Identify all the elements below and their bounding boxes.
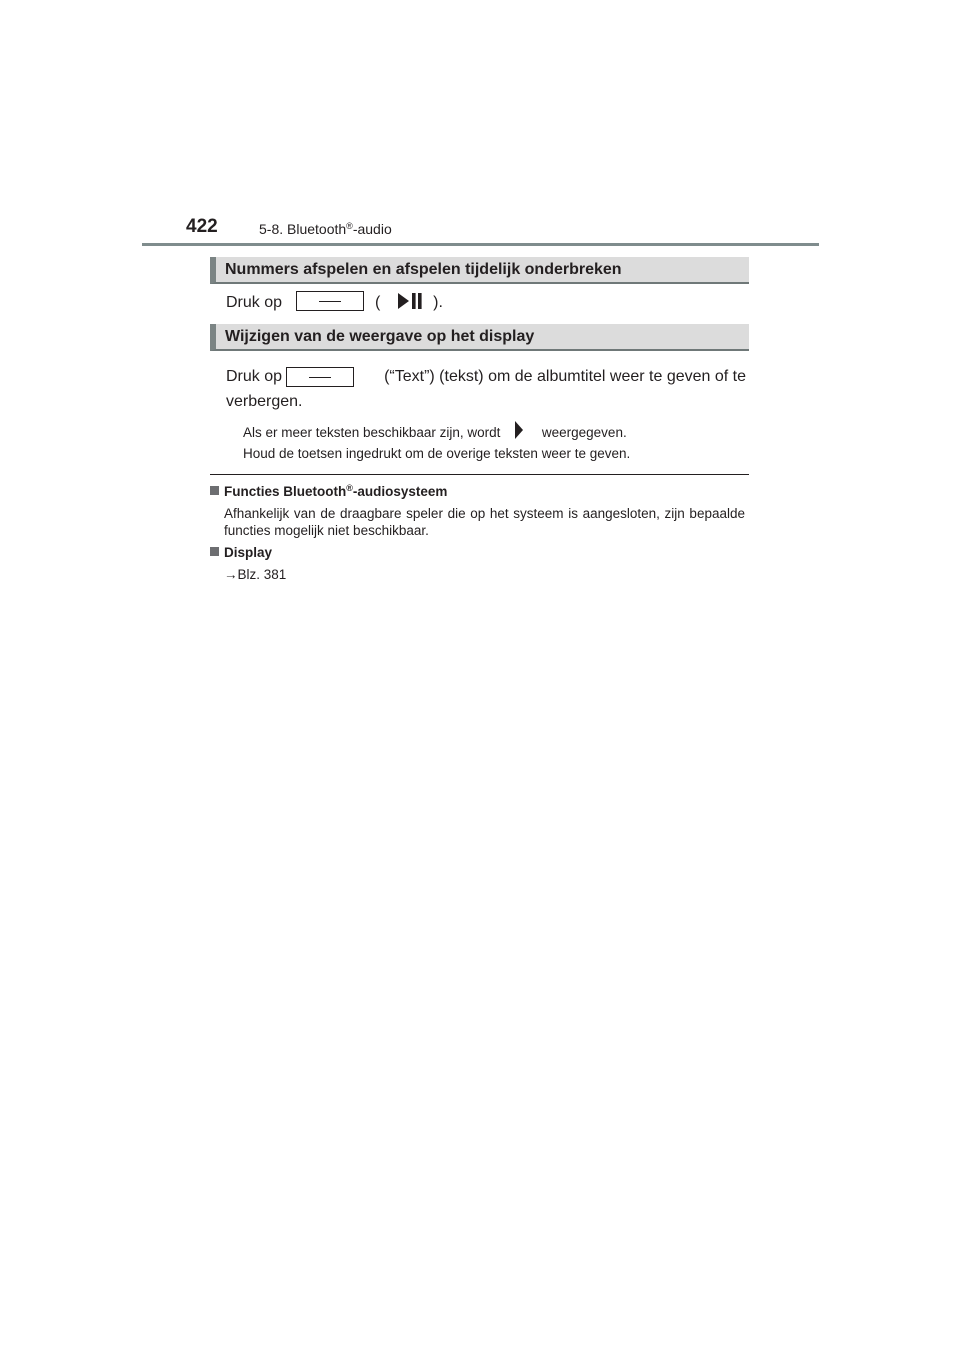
more-text-note: Als er meer teksten beschikbaar zijn, wordt weergegeven. (243, 420, 627, 443)
display-instruction-line2: verbergen. (226, 393, 303, 410)
section-divider (210, 474, 749, 475)
bullet-square-icon (210, 486, 219, 495)
play-pause-icon (397, 292, 423, 318)
play-pause-instruction: Druk op ( ). (226, 290, 443, 318)
page-number: 422 (186, 216, 218, 237)
button-key-icon (296, 291, 364, 311)
note-title-functions: Functies Bluetooth®-audiosysteem (210, 483, 447, 499)
section-heading-play-pause: Nummers afspelen en afspelen tijdelijk onderbreken (210, 257, 749, 284)
display-instruction-line1: Druk op (“Text”) (tekst) om de albumtitel weer te geven of te (226, 368, 746, 385)
button-key-icon (286, 367, 354, 387)
header-rule (142, 243, 819, 246)
note-body-display: →Blz. 381 (224, 567, 287, 582)
note-body-functions: Afhankelijk van de draagbare speler die op het systeem is aangesloten, zijn bepaalde functies mogelijk niet beschikbaar. (224, 506, 745, 538)
note-title-display: Display (210, 545, 272, 560)
chapter-title: 5-8. Bluetooth®-audio (259, 221, 392, 237)
hold-key-note: Houd de toetsen ingedrukt om de overige teksten weer te geven. (243, 446, 631, 461)
section-heading-display: Wijzigen van de weergave op het display (210, 324, 749, 351)
more-text-arrow-icon (514, 420, 524, 443)
bullet-square-icon (210, 547, 219, 556)
